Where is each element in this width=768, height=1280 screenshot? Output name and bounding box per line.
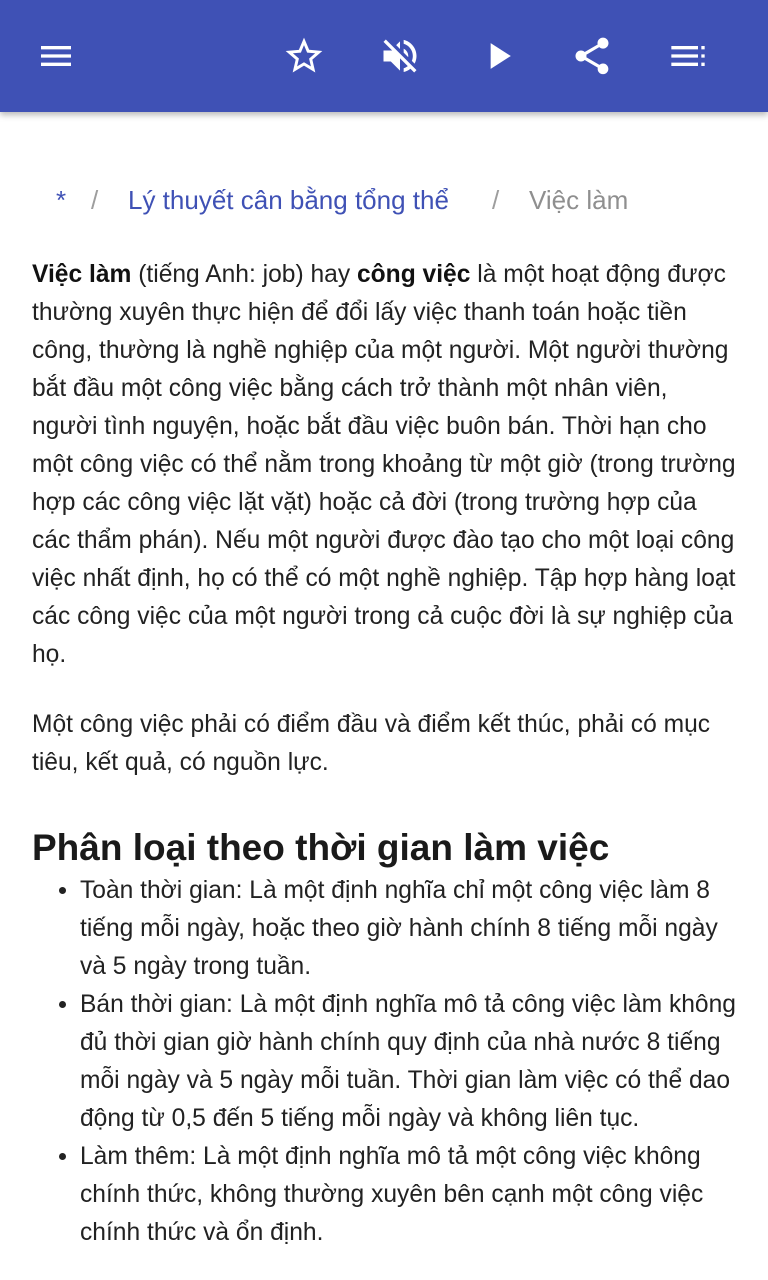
section-heading: Phân loại theo thời gian làm việc (32, 827, 610, 868)
play-button[interactable] (470, 28, 526, 84)
paragraph: Một công việc phải có điểm đầu và điểm kết thúc, phải có mục tiêu, kết quả, có nguồn lực. (32, 711, 711, 776)
breadcrumb-home-link[interactable]: * (56, 185, 67, 215)
mute-button[interactable] (372, 28, 428, 84)
intro-paragraph (32, 256, 736, 674)
play-icon (476, 34, 520, 78)
list-item: • Bán thời gian: Là một định nghĩa mô tả công việc làm không đủ thời gian giờ hành chính quy định của nhà nước 8 tiếng mỗi ngày và 5 ngày mỗi tuần. Thời gian làm việc có thể dao động từ 0,5 đến 5 tiếng mỗi ngày và không liên tục. (80, 986, 736, 1138)
star-outline-icon (282, 34, 326, 78)
breadcrumb-separator: / (492, 185, 500, 215)
menu-icon (36, 36, 76, 76)
breadcrumb-separator: / (91, 185, 99, 215)
breadcrumb-parent-link[interactable]: Lý thuyết cân bằng tổng thể (128, 185, 449, 215)
breadcrumb (0, 180, 768, 220)
intro-text: là một hoạt động được thường xuyên thực hiện để đổi lấy việc thanh toán hoặc tiền công, thường là nghề nghiệp của một người. Một người thường bắt đầu một công việc bằng cách trở thành một nhân viên, người tình nguyện, hoặc bắt đầu việc buôn bán. Thời hạn cho một công việc có thể nằm trong khoảng từ một giờ (trong trường hợp các công việc lặt vặt) hoặc cả đời (trong trường hợp của các thẩm phán). Nếu một người được đào tạo cho một loại công việc nhất định, họ có thể có một nghề nghiệp. Tập hợp hàng loạt các công việc của một người trong cả cuộc đời là sự nghiệp của họ. (32, 261, 736, 668)
share-icon (570, 34, 614, 78)
share-button[interactable] (564, 28, 620, 84)
article-body (32, 256, 736, 1252)
intro-text: (tiếng Anh: job) hay (131, 261, 357, 288)
menu-button[interactable] (28, 28, 84, 84)
list-item: • Làm thêm: Là một định nghĩa mô tả một công việc không chính thức, không thường xuyên bên cạnh một công việc chính thức và ổn định. (80, 1138, 736, 1252)
favorite-button[interactable] (276, 28, 332, 84)
article-view[interactable] (0, 112, 768, 1280)
contents-button[interactable] (660, 28, 716, 84)
term-bold: công việc (356, 261, 471, 288)
term-bold: Việc làm (32, 261, 132, 288)
list-item: • Toàn thời gian: Là một định nghĩa chỉ một công việc làm 8 tiếng mỗi ngày, hoặc theo giờ hành chính 8 tiếng mỗi ngày và 5 ngày trong tuần. (80, 872, 736, 986)
bullet-list (32, 872, 736, 1252)
playlist-icon (668, 36, 708, 76)
volume-off-icon (378, 34, 422, 78)
breadcrumb-current: Việc làm (529, 185, 629, 215)
app-bar (0, 0, 768, 112)
